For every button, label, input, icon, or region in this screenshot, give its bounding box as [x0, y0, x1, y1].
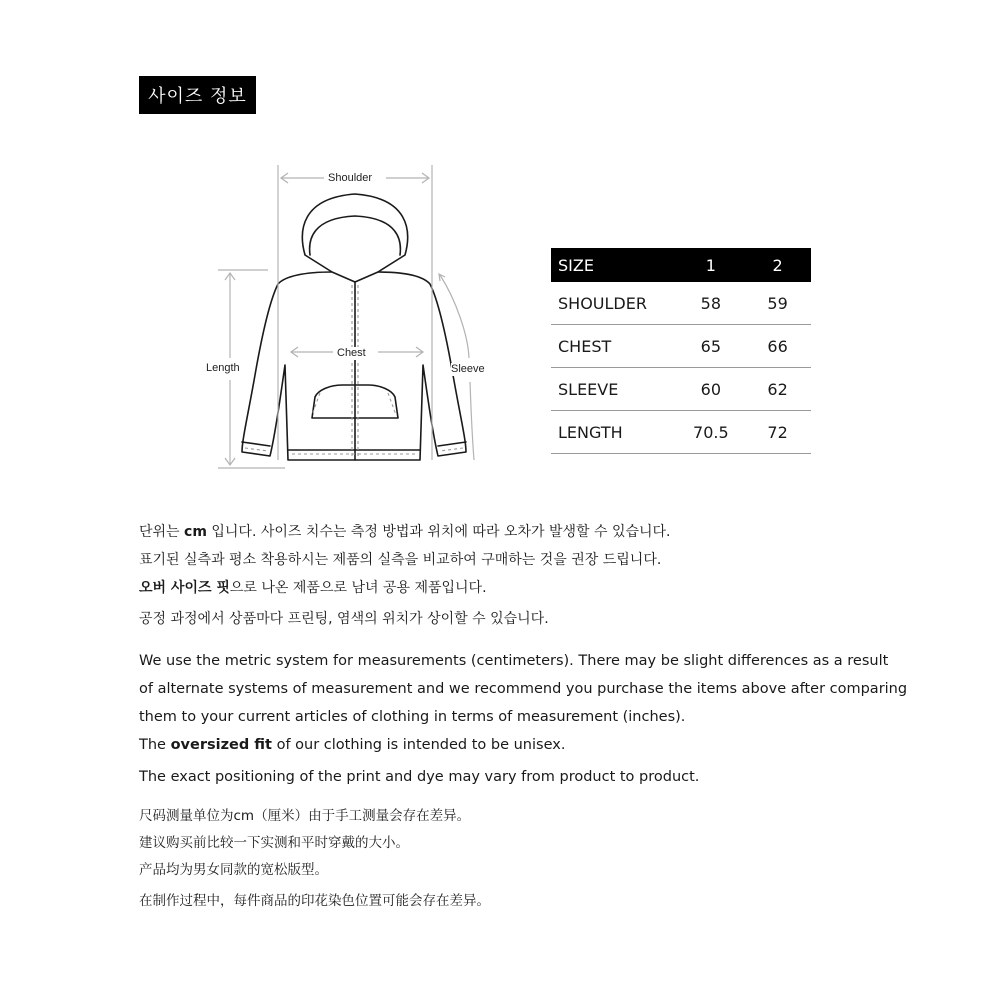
page-title: 사이즈 정보: [139, 76, 256, 114]
note-line: 建议购买前比较一下实测和平时穿戴的大小。: [139, 835, 409, 851]
note-line: 产品均为男女同款的宽松版型。: [139, 862, 328, 878]
cell-value: 70.5: [677, 411, 744, 454]
size-table-header-row: [551, 248, 811, 282]
size-diagram: [200, 160, 500, 480]
notes-korean: [139, 518, 671, 633]
note-text: The: [139, 737, 171, 753]
note-text: of our clothing is intended to be unisex.: [271, 737, 566, 753]
note-line: [139, 731, 907, 759]
note-line: them to your current articles of clothing in terms of measurement (inches).: [139, 709, 686, 725]
cell-value: 72: [744, 411, 811, 454]
note-text: 으로 나온 제품으로 남녀 공용 제품입니다.: [229, 580, 487, 596]
table-row: [551, 368, 811, 411]
row-label: SHOULDER: [551, 282, 677, 325]
note-bold: cm: [184, 524, 207, 540]
cell-value: 59: [744, 282, 811, 325]
size-table: [551, 248, 811, 454]
table-row: [551, 282, 811, 325]
cell-value: 66: [744, 325, 811, 368]
table-row: [551, 325, 811, 368]
table-row: [551, 411, 811, 454]
note-bold: oversized fit: [170, 737, 272, 753]
note-line: 尺码测量单位为cm（厘米）由于手工测量会存在差异。: [139, 808, 471, 824]
note-line: The exact positioning of the print and dye may vary from product to product.: [139, 769, 700, 785]
note-bold: 오버 사이즈 핏: [139, 580, 230, 596]
header-cell-size-2: 2: [744, 248, 811, 282]
note-line: 표기된 실측과 평소 착용하시는 제품의 실측을 비교하여 구매하는 것을 권장 드립니다.: [139, 552, 662, 568]
note-line: 在制作过程中，每件商品的印花染色位置可能会存在差异。: [139, 893, 490, 909]
header-cell-size-1: 1: [677, 248, 744, 282]
note-line: [139, 518, 671, 546]
row-label: SLEEVE: [551, 368, 677, 411]
sleeve-label: Sleeve: [451, 363, 485, 375]
row-label: CHEST: [551, 325, 677, 368]
header-cell-size: SIZE: [551, 248, 677, 282]
note-line: We use the metric system for measurements (centimeters). There may be slight differences as a result: [139, 653, 889, 669]
shoulder-label: Shoulder: [328, 172, 373, 184]
row-label: LENGTH: [551, 411, 677, 454]
cell-value: 62: [744, 368, 811, 411]
notes-chinese: [139, 803, 490, 915]
zip-hoodie-icon: [200, 160, 500, 480]
cell-value: 60: [677, 368, 744, 411]
note-line: [139, 574, 671, 602]
notes-english: [139, 647, 907, 791]
note-line: of alternate systems of measurement and we recommend you purchase the items above after comparing: [139, 681, 908, 697]
cell-value: 58: [677, 282, 744, 325]
length-label: Length: [206, 362, 240, 374]
note-text: 입니다. 사이즈 치수는 측정 방법과 위치에 따라 오차가 발생할 수 있습니다.: [206, 524, 671, 540]
chest-label: Chest: [337, 347, 366, 359]
note-text: 단위는: [139, 524, 185, 540]
cell-value: 65: [677, 325, 744, 368]
note-line: 공정 과정에서 상품마다 프린팅, 염색의 위치가 상이할 수 있습니다.: [139, 611, 549, 627]
